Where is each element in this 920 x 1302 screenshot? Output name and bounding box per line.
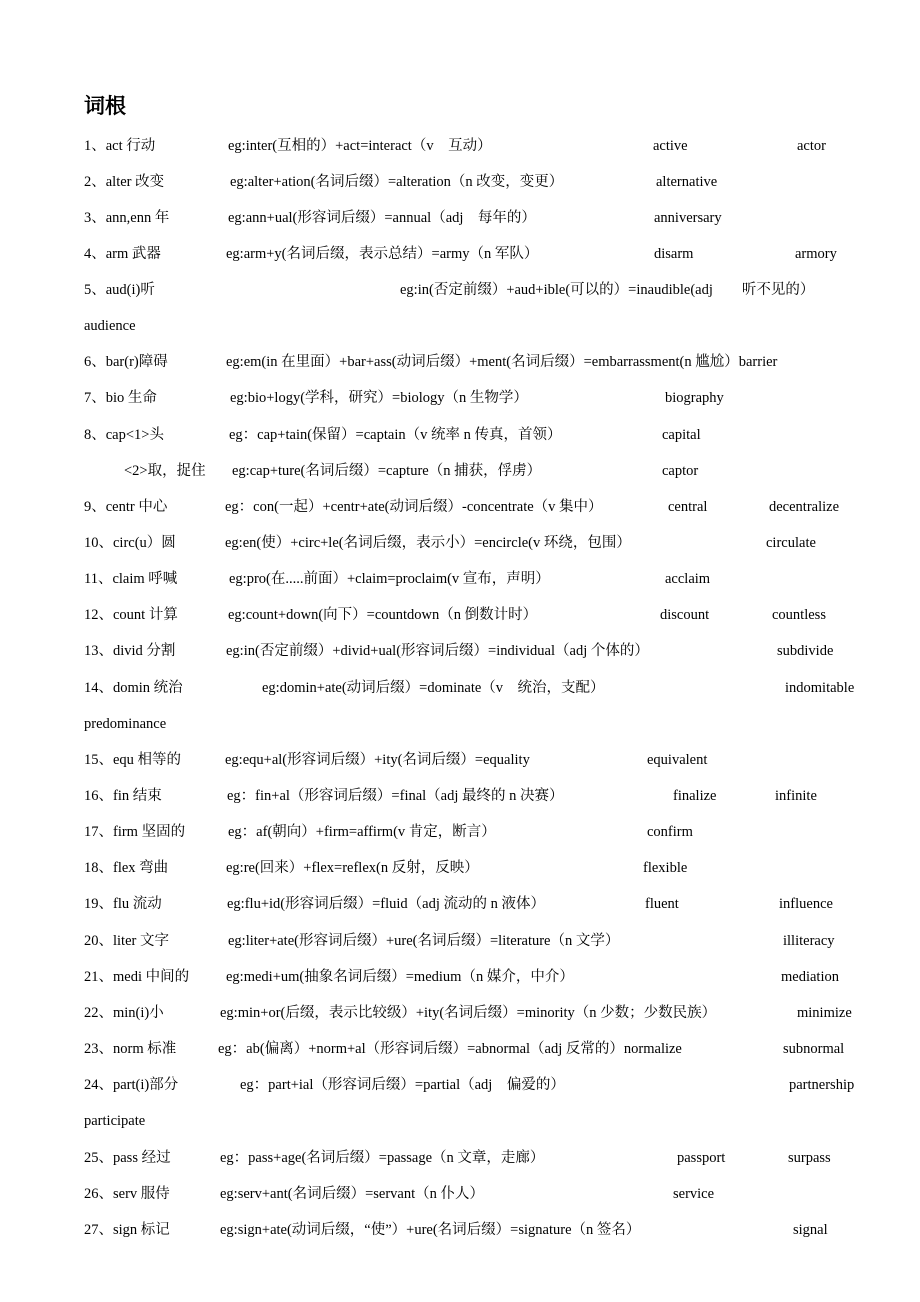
root-word: 3、ann,enn 年 xyxy=(84,210,170,226)
entry-line xyxy=(0,966,920,988)
related-word: subdivide xyxy=(777,643,834,659)
root-word: 19、flu 流动 xyxy=(84,896,162,912)
entry-line xyxy=(0,243,920,265)
related-word: central xyxy=(668,499,708,515)
entry-line xyxy=(0,640,920,662)
root-word: predominance xyxy=(84,716,167,732)
related-word: acclaim xyxy=(665,571,711,587)
related-word: passport xyxy=(677,1150,726,1166)
root-word: 8、cap<1>头 xyxy=(84,427,164,443)
related-word: anniversary xyxy=(654,210,722,226)
related-word: biography xyxy=(665,390,724,406)
root-word: 25、pass 经过 xyxy=(84,1150,171,1166)
root-word: 7、bio 生命 xyxy=(84,390,157,406)
related-word: captor xyxy=(662,463,699,479)
root-word: 1、act 行动 xyxy=(84,138,156,154)
related-word: flexible xyxy=(643,860,688,876)
example-text: eg:min+or(后缀，表示比较级）+ity(名词后缀）=minority（n 少数；少数民族） xyxy=(220,1005,717,1021)
entry-line xyxy=(0,893,920,915)
example-text: eg:domin+ate(动词后缀）=dominate（v 统治，支配） xyxy=(262,680,605,696)
root-word: 23、norm 标准 xyxy=(84,1041,177,1057)
related-word: fluent xyxy=(645,896,679,912)
example-text: eg：af(朝向）+firm=affirm(v 肯定，断言） xyxy=(228,824,496,840)
related-word: indomitable xyxy=(785,680,855,696)
root-word: participate xyxy=(84,1113,146,1129)
root-word: 6、bar(r)障碍 xyxy=(84,354,168,370)
example-text: eg:equ+al(形容词后缀）+ity(名词后缀）=equality xyxy=(225,752,530,768)
root-word: 15、equ 相等的 xyxy=(84,752,182,768)
root-word: 4、arm 武器 xyxy=(84,246,161,262)
root-word: 22、min(i)小 xyxy=(84,1005,164,1021)
example-text: eg:em(in 在里面）+bar+ass(动词后缀）+ment(名词后缀）=embarrassment(n 尴尬）barrier xyxy=(226,354,778,370)
root-word: 17、firm 坚固的 xyxy=(84,824,186,840)
entry-line xyxy=(0,1147,920,1169)
root-word: 5、aud(i)听 xyxy=(84,282,155,298)
entry-line xyxy=(0,279,920,301)
root-word: 12、count 计算 xyxy=(84,607,178,623)
entry-line xyxy=(0,1002,920,1024)
related-word: circulate xyxy=(766,535,816,551)
related-word: equivalent xyxy=(647,752,708,768)
related-word: partnership xyxy=(789,1077,855,1093)
root-word: 21、medi 中间的 xyxy=(84,969,190,985)
entry-line xyxy=(0,351,920,373)
related-word: discount xyxy=(660,607,710,623)
related-word: countless xyxy=(772,607,826,623)
related-word: infinite xyxy=(775,788,817,804)
example-text: eg：con(一起）+centr+ate(动词后缀）-concentrate（v 集中） xyxy=(225,499,603,515)
example-text: eg:serv+ant(名词后缀）=servant（n 仆人） xyxy=(220,1186,485,1202)
example-text: eg:cap+ture(名词后缀）=capture（n 捕获，俘虏） xyxy=(232,463,542,479)
entry-line xyxy=(0,1074,920,1096)
root-word: 10、circ(u）圆 xyxy=(84,535,176,551)
root-word: 9、centr 中心 xyxy=(84,499,168,515)
example-text: eg:in(否定前缀）+divid+ual(形容词后缀）=individual（adj 个体的） xyxy=(226,643,649,659)
entry-line xyxy=(0,1110,920,1132)
root-word: 26、serv 服侍 xyxy=(84,1186,170,1202)
related-word: mediation xyxy=(781,969,839,985)
root-word: <2>取，捉住 xyxy=(124,463,206,479)
related-word: signal xyxy=(793,1222,828,1238)
root-word: 18、flex 弯曲 xyxy=(84,860,169,876)
page-title: 词根 xyxy=(84,94,126,118)
related-word: decentralize xyxy=(769,499,840,515)
example-text: eg：part+ial（形容词后缀）=partial（adj 偏爱的） xyxy=(240,1077,565,1093)
root-word: 24、part(i)部分 xyxy=(84,1077,179,1093)
entry-line xyxy=(0,677,920,699)
example-text: eg:re(回来）+flex=reflex(n 反射，反映） xyxy=(226,860,479,876)
entry-line xyxy=(0,460,920,482)
root-word: 16、fin 结束 xyxy=(84,788,162,804)
example-text: eg:alter+ation(名词后缀）=alteration（n 改变，变更） xyxy=(230,174,564,190)
entry-line xyxy=(0,532,920,554)
example-text: eg:bio+logy(学科，研究）=biology（n 生物学） xyxy=(230,390,528,406)
root-word: 14、domin 统治 xyxy=(84,680,183,696)
related-word: capital xyxy=(662,427,701,443)
related-word: actor xyxy=(797,138,826,154)
related-word: armory xyxy=(795,246,837,262)
related-word: minimize xyxy=(797,1005,852,1021)
related-word: confirm xyxy=(647,824,693,840)
example-text: eg：fin+al（形容词后缀）=final（adj 最终的 n 决赛） xyxy=(227,788,564,804)
entry-line xyxy=(0,135,920,157)
entry-line xyxy=(0,1183,920,1205)
entry-line xyxy=(0,424,920,446)
related-word: surpass xyxy=(788,1150,831,1166)
example-text: eg:arm+y(名词后缀，表示总结）=army（n 军队） xyxy=(226,246,539,262)
entry-line xyxy=(0,387,920,409)
entry-line xyxy=(0,315,920,337)
entry-line xyxy=(0,604,920,626)
entry-line xyxy=(0,496,920,518)
example-text: eg:in(否定前缀）+aud+ible(可以的）=inaudible(adj 听不见的） xyxy=(400,282,815,298)
example-text: eg:count+down(向下）=countdown（n 倒数计时） xyxy=(228,607,538,623)
entry-line xyxy=(0,713,920,735)
root-word: 20、liter 文字 xyxy=(84,933,169,949)
entry-line xyxy=(0,171,920,193)
example-text: eg：cap+tain(保留）=captain（v 统率 n 传真，首领） xyxy=(229,427,562,443)
related-word: subnormal xyxy=(783,1041,845,1057)
related-word: illiteracy xyxy=(783,933,835,949)
entry-line xyxy=(0,930,920,952)
example-text: eg:inter(互相的）+act=interact（v 互动） xyxy=(228,138,492,154)
entry-line xyxy=(0,207,920,229)
entry-line xyxy=(0,857,920,879)
example-text: eg:ann+ual(形容词后缀）=annual（adj 每年的） xyxy=(228,210,536,226)
entry-line xyxy=(0,1219,920,1241)
example-text: eg:liter+ate(形容词后缀）+ure(名词后缀）=literature（n 文学） xyxy=(228,933,620,949)
root-word: 27、sign 标记 xyxy=(84,1222,170,1238)
example-text: eg:flu+id(形容词后缀）=fluid（adj 流动的 n 液体） xyxy=(227,896,546,912)
related-word: alternative xyxy=(656,174,718,190)
entry-line xyxy=(0,821,920,843)
example-text: eg:medi+um(抽象名词后缀）=medium（n 媒介，中介） xyxy=(226,969,574,985)
related-word: service xyxy=(673,1186,715,1202)
root-word: 13、divid 分割 xyxy=(84,643,176,659)
related-word: disarm xyxy=(654,246,694,262)
related-word: active xyxy=(653,138,688,154)
example-text: eg:pro(在.....前面）+claim=proclaim(v 宣布，声明） xyxy=(229,571,550,587)
related-word: influence xyxy=(779,896,833,912)
example-text: eg：ab(偏离）+norm+al（形容词后缀）=abnormal（adj 反常的）normalize xyxy=(218,1041,682,1057)
example-text: eg：pass+age(名词后缀）=passage（n 文章，走廊） xyxy=(220,1150,545,1166)
example-text: eg:en(使）+circ+le(名词后缀，表示小）=encircle(v 环绕，包围） xyxy=(225,535,631,551)
root-word: 11、claim 呼喊 xyxy=(84,571,178,587)
example-text: eg:sign+ate(动词后缀，“使”）+ure(名词后缀）=signature（n 签名） xyxy=(220,1222,641,1238)
entry-line xyxy=(0,749,920,771)
entry-line xyxy=(0,1038,920,1060)
root-word: 2、alter 改变 xyxy=(84,174,165,190)
root-word: audience xyxy=(84,318,136,334)
entry-line xyxy=(0,568,920,590)
related-word: finalize xyxy=(673,788,717,804)
entry-line xyxy=(0,785,920,807)
